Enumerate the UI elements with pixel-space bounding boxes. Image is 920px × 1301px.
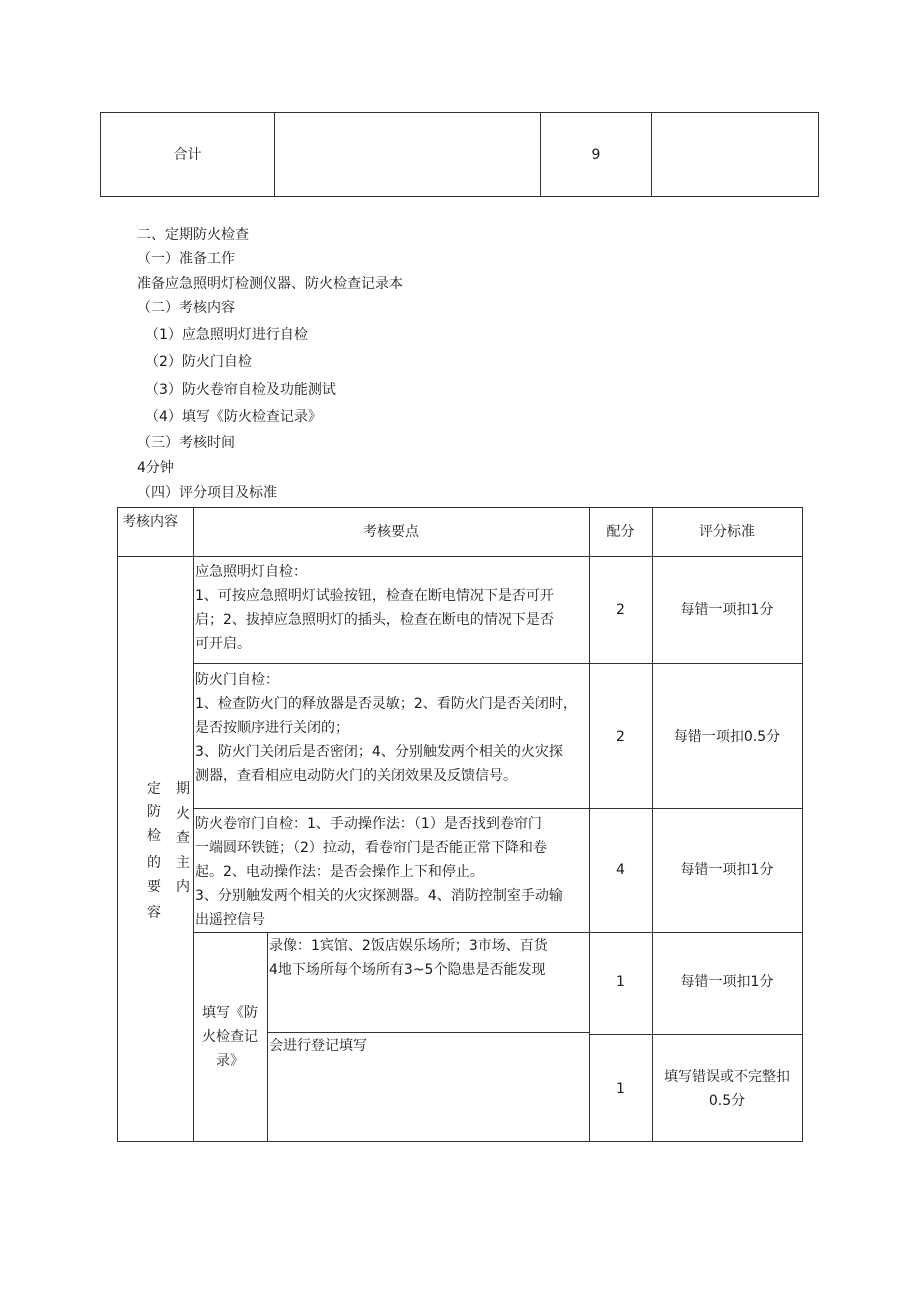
header-standard: 评分标准 <box>699 524 755 540</box>
content-heading: （二）考核内容 <box>137 300 235 316</box>
category-char: 主 <box>176 855 190 871</box>
record-sub-points: 会进行登记填写 <box>269 1038 367 1054</box>
header-score: 配分 <box>606 524 635 540</box>
section-title: 二、定期防火检查 <box>137 227 249 243</box>
summary-label: 合计 <box>173 147 202 163</box>
record-sub-standard: 每错一项扣1分 <box>680 974 774 990</box>
row-standard: 每错一项扣1分 <box>680 862 774 878</box>
record-sub-standard: 填写错误或不完整扣 0.5分 <box>664 1069 790 1109</box>
content-item: （2）防火门自检 <box>145 354 252 370</box>
criteria-heading: （四）评分项目及标准 <box>137 485 277 501</box>
row-score: 2 <box>616 729 625 745</box>
summary-table <box>100 112 819 197</box>
content-item: （4）填写《防火检查记录》 <box>145 409 322 425</box>
content-item: （1）应急照明灯进行自检 <box>145 327 308 343</box>
row-score: 4 <box>616 862 625 878</box>
row-points: 防火门自检： 1、检查防火门的释放器是否灵敏；2、看防火门是否关闭时， 是否按顺序进行关闭的； 3、防火门关闭后是否密闭；4、分别触发两个相关的火灾探 测器，查看相应电动防火门的关闭效果及反馈信号。 <box>195 672 577 784</box>
header-points: 考核要点 <box>363 524 419 540</box>
row-points: 防火卷帘门自检：1、手动操作法：（1）是否找到卷帘门 一端圆环铁链；（2）拉动，看卷帘门是否能正常下降和卷 起。2、电动操作法：是否会操作上下和停止。 3、分别触发两个相关的火灾探测器。4、消防控制室手动输 出遥控信号 <box>195 816 563 928</box>
prep-heading: （一）准备工作 <box>137 251 235 267</box>
time-value: 4分钟 <box>137 460 174 476</box>
category-char: 检 <box>147 828 161 844</box>
time-heading: （三）考核时间 <box>137 435 235 451</box>
record-sub-score: 1 <box>616 1081 625 1097</box>
row-points: 应急照明灯自检： 1、可按应急照明灯试验按钮，检查在断电情况下是否可开 启；2、拔掉应急照明灯的插头，检查在断电的情况下是否 可开启。 <box>195 564 554 652</box>
category-char: 容 <box>147 905 161 921</box>
category-char: 查 <box>176 830 190 846</box>
category-char: 火 <box>176 806 190 822</box>
category-char: 期 <box>176 781 190 797</box>
content-item: （3）防火卷帘自检及功能测试 <box>145 382 336 398</box>
record-sub-score: 1 <box>616 974 625 990</box>
summary-divider <box>274 113 275 196</box>
category-char: 的 <box>147 855 161 871</box>
summary-divider <box>651 113 652 196</box>
record-sub-points: 录像：1宾馆、2饭店娱乐场所；3市场、百货 4地下场所每个场所有3~5个隐患是否能发现 <box>269 938 548 978</box>
row-standard: 每错一项扣1分 <box>680 602 774 618</box>
row-standard: 每错一项扣0.5分 <box>673 729 781 745</box>
category-char: 防 <box>147 804 161 820</box>
category-char: 定 <box>147 781 161 797</box>
row-score: 2 <box>616 602 625 618</box>
category-char: 要 <box>147 879 161 895</box>
summary-score: 9 <box>591 147 601 163</box>
header-content: 考核内容 <box>122 514 178 530</box>
record-label: 填写《防 火检查记 录》 <box>202 1005 258 1069</box>
prep-text: 准备应急照明灯检测仪器、防火检查记录本 <box>137 276 403 292</box>
category-char: 内 <box>176 879 190 895</box>
